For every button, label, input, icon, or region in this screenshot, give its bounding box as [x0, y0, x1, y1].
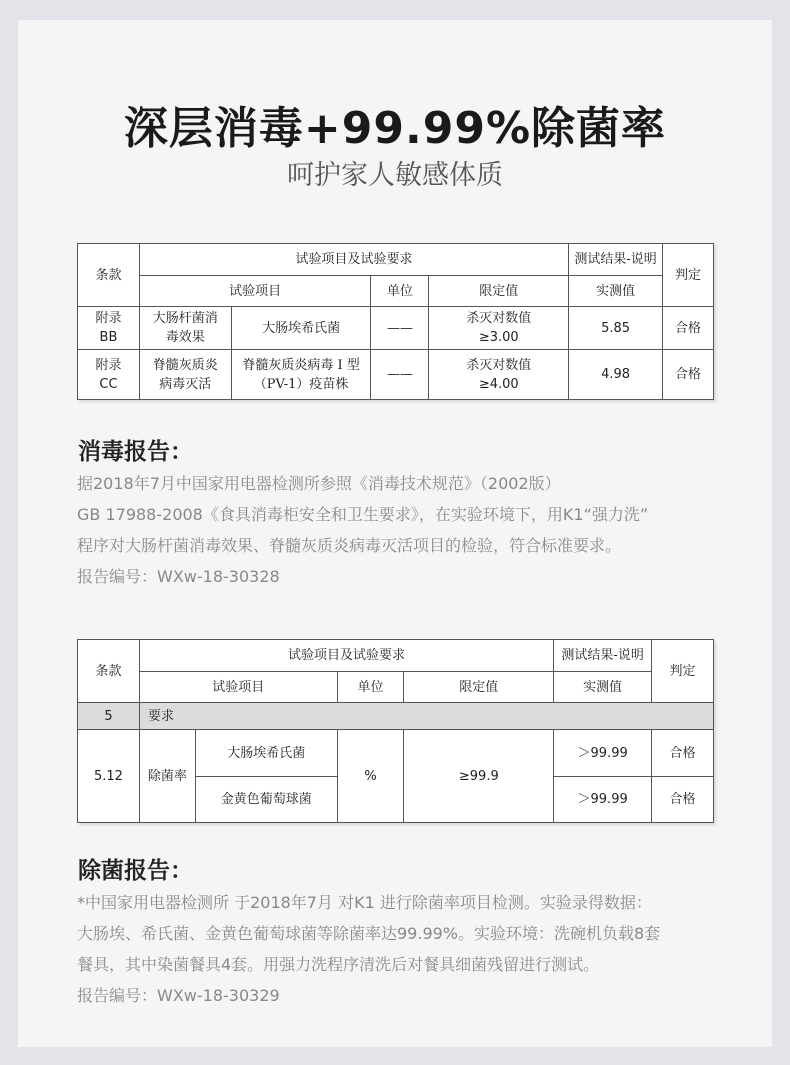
- header-measured: 实测值: [569, 276, 663, 307]
- measured-cell: 5.85: [569, 307, 663, 350]
- item-cell: 大肠埃希氏菌: [231, 307, 371, 350]
- item-cell: 金黄色葡萄球菌: [195, 777, 337, 823]
- sterilization-report-text: *中国家用电器检测所 于2018年7月 对K1 进行除菌率项目检测。实验录得数据： 大肠埃、希氏菌、金黄色葡萄球菌等除菌率达99.99%。实验环境：洗碗机负载8套 餐具，其中染菌餐具4套。用强力洗程序清洗后对餐具细菌残留进行测试。 报告编号：WXw-18-30329: [77, 893, 661, 1005]
- header-judge: 判定: [652, 640, 714, 703]
- header-measured: 实测值: [554, 672, 652, 703]
- limit-cell: ≥99.9: [404, 730, 554, 823]
- header-result-note: 测试结果-说明: [554, 640, 652, 672]
- header-clause: 条款: [78, 244, 140, 307]
- measured-cell: ＞99.99: [554, 777, 652, 823]
- judge-cell: 合格: [652, 730, 714, 777]
- category-cell: 除菌率: [139, 730, 195, 823]
- header-result-note: 测试结果-说明: [569, 244, 663, 276]
- disinfection-test-table: [77, 243, 714, 400]
- header-items-requirements: 试验项目及试验要求: [139, 244, 568, 276]
- section-row: [78, 703, 714, 730]
- table-row: [78, 350, 714, 400]
- judge-cell: 合格: [663, 350, 714, 400]
- judge-cell: 合格: [652, 777, 714, 823]
- page-title: 深层消毒+99.99%除菌率: [123, 103, 667, 154]
- section-number: 5: [78, 703, 140, 730]
- header-test-item: 试验项目: [139, 672, 337, 703]
- clause-cell: 附录 BB: [78, 307, 140, 350]
- header-clause: 条款: [78, 640, 140, 703]
- header-items-requirements: 试验项目及试验要求: [139, 640, 553, 672]
- item-cell: 大肠埃希氏菌: [195, 730, 337, 777]
- measured-cell: 4.98: [569, 350, 663, 400]
- section-label: 要求: [139, 703, 713, 730]
- header-test-item: 试验项目: [139, 276, 371, 307]
- measured-cell: ＞99.99: [554, 730, 652, 777]
- clause-cell: 附录 CC: [78, 350, 140, 400]
- header-limit: 限定值: [429, 276, 569, 307]
- effect-cell: 脊髓灰质炎 病毒灭活: [139, 350, 231, 400]
- unit-cell: ——: [371, 307, 429, 350]
- limit-cell: 杀灭对数值 ≥3.00: [429, 307, 569, 350]
- effect-cell: 大肠杆菌消 毒效果: [139, 307, 231, 350]
- header-judge: 判定: [663, 244, 714, 307]
- header-limit: 限定值: [404, 672, 554, 703]
- page-subtitle: 呵护家人敏感体质: [287, 160, 503, 191]
- header-unit: 单位: [337, 672, 404, 703]
- header-unit: 单位: [371, 276, 429, 307]
- limit-cell: 杀灭对数值 ≥4.00: [429, 350, 569, 400]
- disinfection-report-text: 据2018年7月中国家用电器检测所参照《消毒技术规范》（2002版） GB 17988-2008《食具消毒柜安全和卫生要求》，在实验环境下，用K1“强力洗” 程序对大肠杆菌消毒效果、脊髓灰质炎病毒灭活项目的检验，符合标准要求。 报告编号：WXw-18-30328: [77, 474, 649, 586]
- table-row: [78, 730, 714, 777]
- sterilization-test-table: [77, 639, 714, 823]
- sterilization-report-heading: 除菌报告：: [78, 858, 193, 884]
- judge-cell: 合格: [663, 307, 714, 350]
- item-cell: 脊髓灰质炎病毒 I 型 （PV-1）疫苗株: [231, 350, 371, 400]
- unit-cell: %: [337, 730, 404, 823]
- table-row: [78, 307, 714, 350]
- page: [18, 20, 772, 1047]
- clause-cell: 5.12: [78, 730, 140, 823]
- disinfection-report-heading: 消毒报告：: [78, 439, 193, 465]
- unit-cell: ——: [371, 350, 429, 400]
